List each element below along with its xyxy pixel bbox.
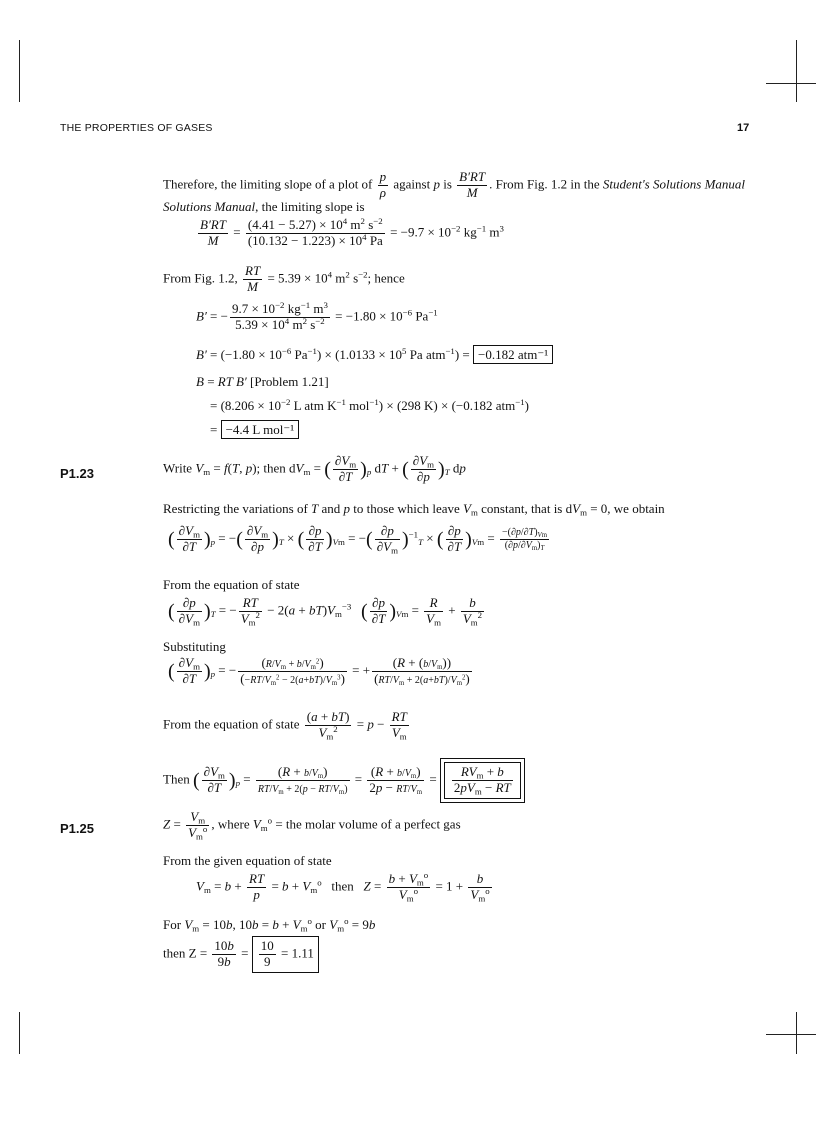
crop-mark <box>19 1012 20 1054</box>
text-line: Substituting <box>163 639 226 654</box>
problem-label: P1.23 <box>60 466 94 481</box>
text-line: From Fig. 1.2, $\frac{RT}{M}$ = $5.39 \times 10^4$ $m^2$ $s^{-2}$; hence <box>163 263 405 294</box>
equation: $B' = (-1.80 \times 10^{-6}$ $Pa^{-1}) \times (1.0133 \times 10^5$ Pa atm$^{-1}$) = −0.182 atm⁻¹ <box>196 345 553 364</box>
equation: = −4.4 L mol⁻¹ <box>210 420 299 439</box>
result-box: −4.4 L mol⁻¹ <box>221 420 300 439</box>
text-line: From the equation of state <box>163 577 300 592</box>
text-line: Solutions Manual, the limiting slope is <box>163 199 365 214</box>
equation: Write $V_m = f(T$, p); then $dV_m$ = ( $\frac{\partial V_m}{\partial T}$ )$_p$ dT + ( $\frac{\partial V_m}{\partial p}$ )$_T$ dp <box>163 453 466 484</box>
page-number: 17 <box>737 122 750 134</box>
equation: B′ = − $\frac{9.7 \times 10^{-2} kg^{-1} m^3}{5.39 \times 10^4 m^2 s^{-2}}$ = $-1.80 \times 10^{-6}$ $Pa^{-1}$ <box>196 300 438 332</box>
equation: Z = $V_m$ $V_m^o$ , where $V_m^o$ = the molar volume of a perfect gas <box>163 809 461 842</box>
equation: then Z = $\frac{10b}{9b}$ = $\frac{10}{9}$ = 1.11 <box>163 936 319 973</box>
equation: From the equation of state $\frac{(a + bT)}{V_m^2}$ = p − $\frac{RT}{V_m}$ <box>163 709 407 742</box>
equation: B = RT B′ [Problem 1.21] <box>196 374 329 389</box>
equation: ( $\frac{\partial V_m}{\partial T}$ )$_p$ = − $\frac{(R/V_m + b/V_m^2)}{(-RT/V_m^2 - 2(a+bT)/V_m^3)}$ = + $\frac{(R + (b/V_m))}{(RT/V_m + 2(a+bT)/V_m^2)}$ <box>168 655 470 687</box>
equation: ( $\frac{\partial p}{\partial V_m}$ )$_T$ = − $\frac{RT}{V_m^2}$ − $2(a + bT)V_m^{-3}$ ( $\frac{\partial p}{\partial T}$ )$_{Vm}$ = $\frac{R}{V_m}$ + $\frac{b}{V_m^2}$ <box>168 595 483 628</box>
crop-mark <box>796 40 797 102</box>
result-box: −0.182 atm⁻¹ <box>473 345 553 364</box>
equation: $V_m = b$ + $\frac{RT}{p}$ = $b + V_m^o$ then Z = $b + V_m^o$ $V_m^o$ = 1 + b $V_m^o$ <box>196 870 490 904</box>
result-box: $\frac{10}{9}$ = 1.11 <box>252 936 319 973</box>
running-header: THE PROPERTIES OF GASES <box>60 122 213 134</box>
text-line: From the given equation of state <box>163 853 332 868</box>
equation: $\frac{B'RT}{M}$ = $\frac{(4.41 - 5.27) \times 10^4 m^2 s^{-2}}{(10.132 - 1.223) \times 10^4 Pa}$ = $-9.7 \times 10^{-2}$ $kg^{-1}$ $m^3$ <box>200 216 504 248</box>
equation: Then ( $\frac{\partial V_m}{\partial T}$ )$_p$ = $\frac{(R + b/V_m)}{RT/V_m + 2(p - RT/V_m)}$ = $\frac{(R + b/V_m)}{2p - RT/V_m}$ = $RV_m + b$ $2pV_m$ − RT <box>163 758 525 803</box>
crop-mark <box>766 1034 816 1035</box>
crop-mark <box>19 40 20 102</box>
crop-mark <box>796 1012 797 1054</box>
text-line: For $V_m = 10b$, $10b = b + V_m^o$ or $V_m^o = 9b$ <box>163 916 376 934</box>
text-line: Therefore, the limiting slope of a plot of $\frac{p}{\rho}$ against p is $\frac{B'RT}{M}$ . From Fig. 1.2 in the Student's Solutions Manual <box>163 169 746 200</box>
crop-mark <box>766 83 816 84</box>
result-box: $RV_m + b$ $2pV_m$ − RT <box>440 758 525 803</box>
problem-label: P1.25 <box>60 821 94 836</box>
text-line: Restricting the variations of T and p to those which leave $V_m$ constant, that is $dV_m = 0$, we obtain <box>163 501 665 518</box>
equation: ( $\frac{\partial V_m}{\partial T}$ )$_p$ = −( $\frac{\partial V_m}{\partial p}$ )$_T$ × ( $\frac{\partial p}{\partial T}$ )$_{Vm}$ = −( $\frac{\partial p}{\partial V_m}$ )$^{-1}_T$ × ( $\frac{\partial p}{\partial T}$ )$_{Vm}$ = $\frac{-(\partial p/\partial T)_{Vm}}{(\partial p/\partial V_m)_T}$ <box>168 523 547 556</box>
equation: = ($8.206 \times 10^{-2}$ L atm $K^{-1}$ mol$^{-1}$) × (298 K) × (−0.182 atm$^{-1}$) <box>210 397 529 413</box>
